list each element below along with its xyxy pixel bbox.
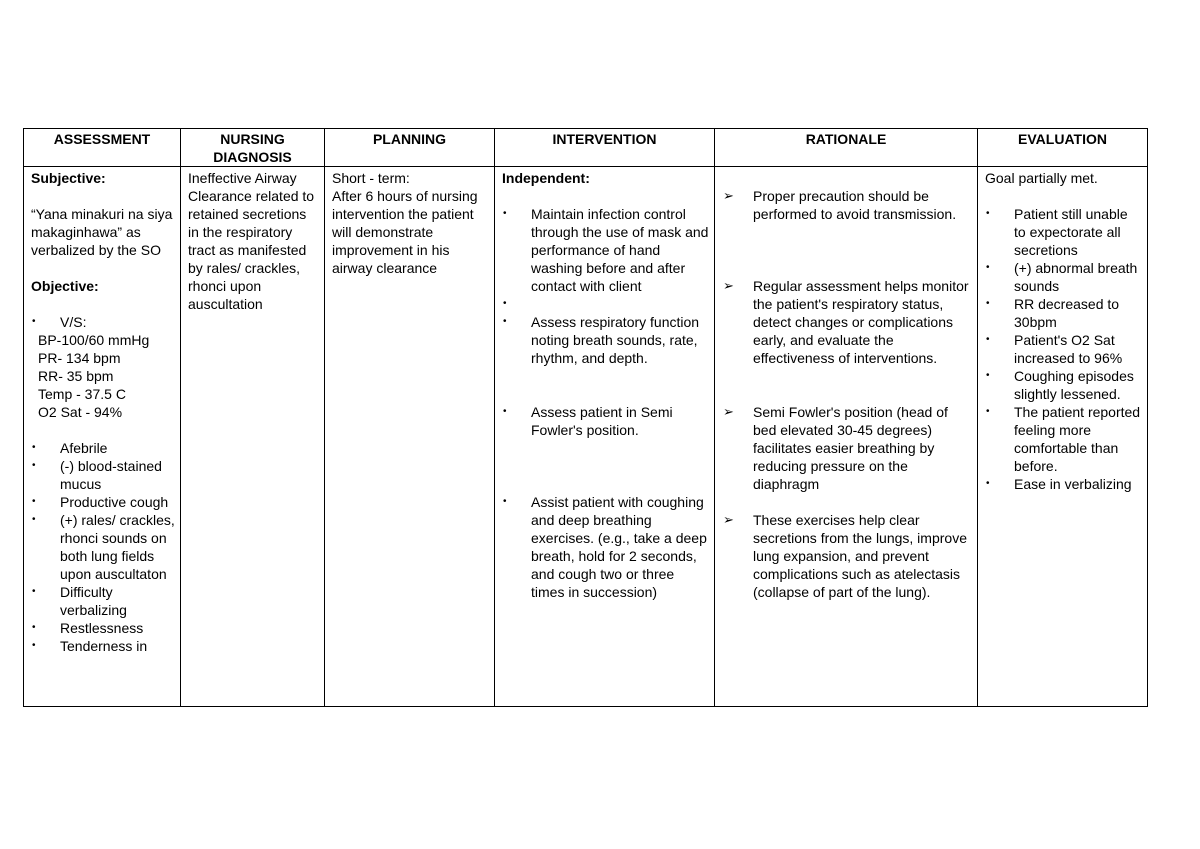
list-item: • (-) blood-stained mucus [31, 457, 176, 493]
list-item: ➢ Proper precaution should be performed to avoid transmission. [722, 187, 973, 223]
intervention-list [502, 403, 710, 439]
objective-label: Objective: [31, 278, 99, 294]
planning-cell [325, 167, 495, 707]
list-item: ➢ Regular assessment helps monitor the patient's respiratory status, detect changes or complications early, and evaluate the effectiveness of interventions. [722, 277, 973, 367]
list-item: • Maintain infection control through the use of mask and performance of hand washing before and after contact with client [502, 205, 710, 295]
vital-sign-temp: Temp - 37.5 C [38, 386, 126, 402]
intervention-label: Independent: [502, 170, 590, 186]
diagnosis-cell [181, 167, 325, 707]
nursing-care-plan-table [23, 128, 1148, 707]
subjective-label: Subjective: [31, 170, 106, 186]
header-intervention: INTERVENTION [495, 129, 715, 167]
objective-findings-list [31, 439, 176, 655]
rationale-cell [715, 167, 978, 707]
list-item: • Ease in verbalizing [985, 475, 1143, 493]
list-item: • Afebrile [31, 439, 176, 457]
header-rationale: RATIONALE [715, 129, 978, 167]
vital-sign-o2: O2 Sat - 94% [38, 404, 123, 420]
planning-term: Short - term: [332, 170, 410, 186]
list-item: • Difficulty verbalizing [31, 583, 176, 619]
body-row [24, 167, 1148, 707]
list-item: • Patient's O2 Sat increased to 96% [985, 331, 1143, 367]
intervention-cell [495, 167, 715, 707]
list-item: ➢ Semi Fowler's position (head of bed elevated 30-45 degrees) facilitates easier breathing by reducing pressure on the diaphragm [722, 403, 973, 493]
intervention-list [502, 205, 710, 367]
list-item: • Productive cough [31, 493, 176, 511]
list-item: • The patient reported feeling more comfortable than before. [985, 403, 1143, 475]
vital-signs-label: • V/S: [31, 313, 176, 331]
subjective-quote: “Yana minakuri na siya makaginhawa” as verbalized by the SO [31, 206, 173, 258]
header-nursing-diagnosis: NURSING DIAGNOSIS [181, 129, 325, 167]
list-item: • Assist patient with coughing and deep breathing exercises. (e.g., take a deep breath, hold for 2 seconds, and cough two or three times in succession) [502, 493, 710, 601]
planning-goal: After 6 hours of nursing intervention the patient will demonstrate improvement in his airway clearance [332, 188, 478, 276]
intervention-list [502, 493, 710, 601]
header-row [24, 129, 1148, 167]
list-item: • Patient still unable to expectorate all secretions [985, 205, 1143, 259]
list-item: • RR decreased to 30bpm [985, 295, 1143, 331]
assessment-cell [24, 167, 181, 707]
vital-sign-pr: PR- 134 bpm [38, 350, 121, 366]
evaluation-status: Goal partially met. [985, 170, 1098, 186]
rationale-list [722, 277, 973, 367]
header-planning: PLANNING [325, 129, 495, 167]
header-assessment: ASSESSMENT [24, 129, 181, 167]
rationale-list [722, 511, 973, 601]
list-item: • (+) abnormal breath sounds [985, 259, 1143, 295]
list-item: ➢ These exercises help clear secretions from the lungs, improve lung expansion, and prevent complications such as atelectasis (collapse of part of the lung). [722, 511, 973, 601]
spacer [502, 295, 710, 313]
rationale-list [722, 403, 973, 493]
list-item: • Coughing episodes slightly lessened. [985, 367, 1143, 403]
evaluation-list [985, 205, 1143, 493]
list-item: • Assess respiratory function noting breath sounds, rate, rhythm, and depth. [502, 313, 710, 367]
vital-sign-rr: RR- 35 bpm [38, 368, 114, 384]
rationale-list [722, 187, 973, 223]
header-evaluation: EVALUATION [978, 129, 1148, 167]
evaluation-cell [978, 167, 1148, 707]
list-item: • Restlessness [31, 619, 176, 637]
diagnosis-text: Ineffective Airway Clearance related to retained secretions in the respiratory tract as manifested by rales/ crackles, rhonci upon auscultation [188, 170, 315, 312]
vital-sign-bp: BP-100/60 mmHg [38, 332, 150, 348]
list-item: • Tenderness in [31, 637, 176, 655]
vital-signs-list [31, 313, 176, 331]
list-item: • Assess patient in Semi Fowler's position. [502, 403, 710, 439]
list-item: • (+) rales/ crackles, rhonci sounds on both lung fields upon auscultaton [31, 511, 176, 583]
